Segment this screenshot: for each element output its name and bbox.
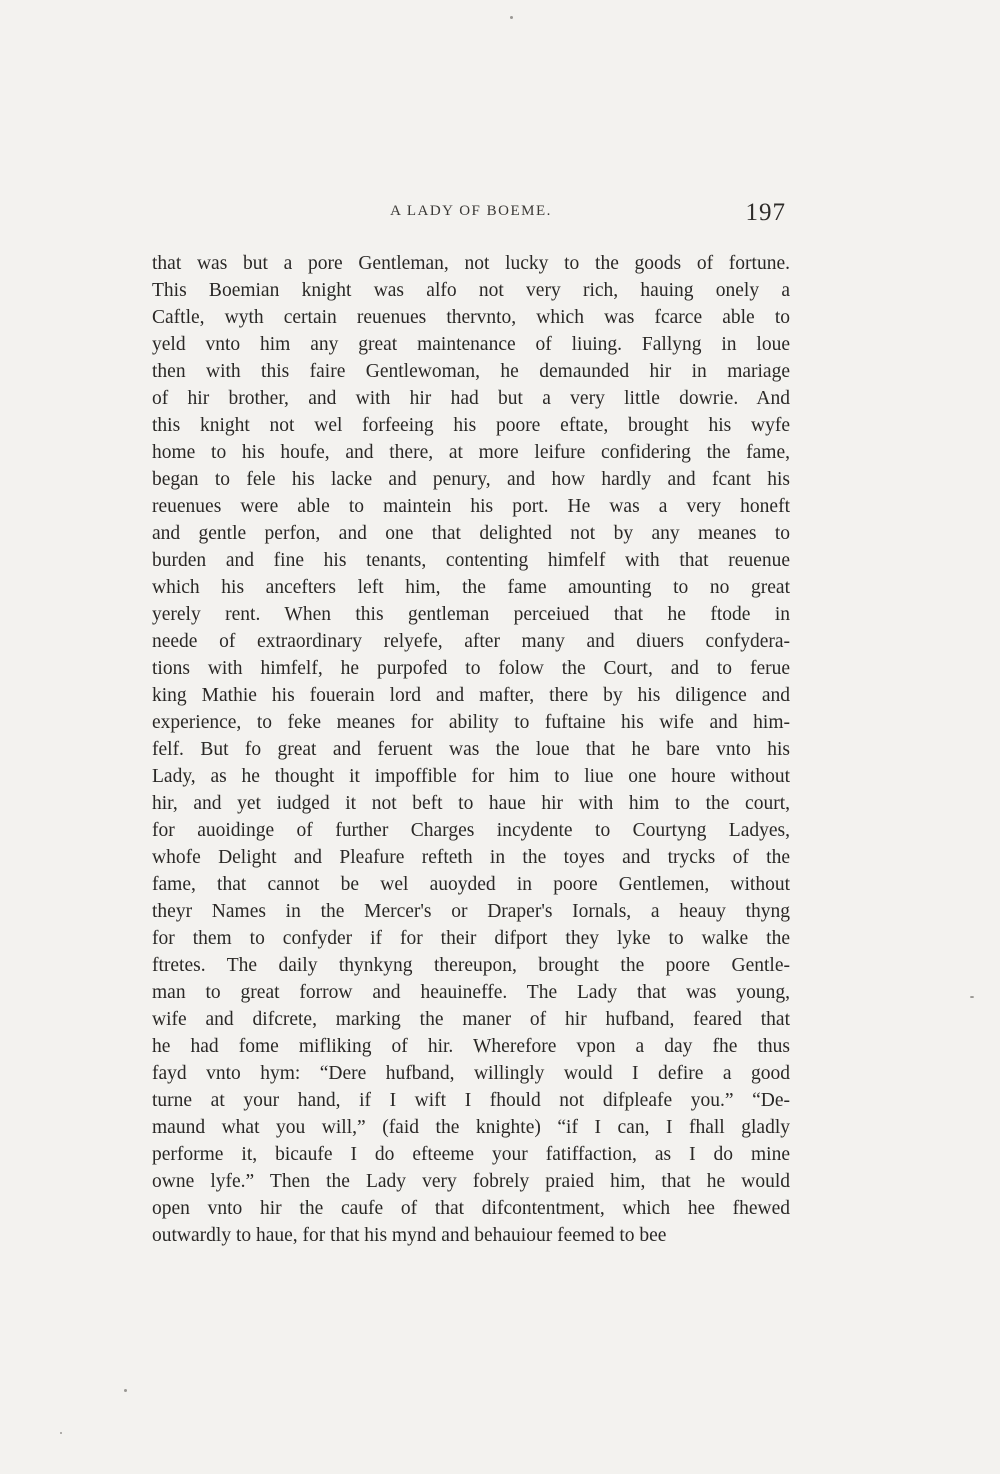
text-line: neede of extraordinary relyefe, after many and diuers confydera-: [152, 631, 790, 652]
text-line: Caftle, wyth certain reuenues thervnto, which was fcarce able to: [152, 307, 790, 328]
text-line: experience, to feke meanes for ability to fuftaine his wife and him-: [152, 712, 790, 733]
text-line: for auoidinge of further Charges incydente to Courtyng Ladyes,: [152, 820, 790, 841]
paper-speck: [510, 16, 513, 19]
page-number: 197: [745, 199, 786, 226]
text-line: king Mathie his fouerain lord and mafter, there by his diligence and: [152, 685, 790, 706]
text-line: burden and fine his tenants, contenting himfelf with that reuenue: [152, 550, 790, 571]
text-line: yerely rent. When this gentleman perceiued that he ftode in: [152, 604, 790, 625]
paper-speck: [970, 996, 974, 998]
text-line: and gentle perfon, and one that delighted not by any meanes to: [152, 523, 790, 544]
text-line: then with this faire Gentlewoman, he demaunded hir in mariage: [152, 361, 790, 382]
text-line: outwardly to haue, for that his mynd and behauiour feemed to bee: [152, 1225, 667, 1246]
text-line: fame, that cannot be wel auoyded in poore Gentlemen, without: [152, 874, 790, 895]
text-line: which his ancefters left him, the fame amounting to no great: [152, 577, 790, 598]
paper-speck: [60, 1432, 62, 1434]
text-line: he had fome mifliking of hir. Wherefore vpon a day fhe thus: [152, 1036, 790, 1057]
text-line: felf. But fo great and feruent was the loue that he bare vnto his: [152, 739, 790, 760]
paper-speck: [124, 1389, 127, 1392]
text-line: began to fele his lacke and penury, and how hardly and fcant his: [152, 469, 790, 490]
body-text: [152, 250, 790, 1249]
text-line: for them to confyder if for their difport they lyke to walke the: [152, 928, 790, 949]
text-line: open vnto hir the caufe of that difcontentment, which hee fhewed: [152, 1198, 790, 1219]
text-line: ftretes. The daily thynkyng thereupon, brought the poore Gentle-: [152, 955, 790, 976]
text-line: yeld vnto him any great maintenance of liuing. Fallyng in loue: [152, 334, 790, 355]
running-head: [152, 199, 790, 233]
text-line: tions with himfelf, he purpofed to folow the Court, and to ferue: [152, 658, 790, 679]
text-line: of hir brother, and with hir had but a very little dowrie. And: [152, 388, 790, 409]
text-line: whofe Delight and Pleafure refteth in the toyes and trycks of the: [152, 847, 790, 868]
text-line: This Boemian knight was alfo not very rich, hauing onely a: [152, 280, 790, 301]
text-line: maund what you will,” (faid the knighte) “if I can, I fhall gladly: [152, 1117, 790, 1138]
text-line: that was but a pore Gentleman, not lucky to the goods of fortune.: [152, 253, 790, 274]
text-line: home to his houfe, and there, at more leifure confidering the fame,: [152, 442, 790, 463]
text-line: performe it, bicaufe I do efteeme your fatiffaction, as I do mine: [152, 1144, 790, 1165]
text-line: hir, and yet iudged it not beft to haue hir with him to the court,: [152, 793, 790, 814]
text-line: this knight not wel forfeeing his poore eftate, brought his wyfe: [152, 415, 790, 436]
text-line: man to great forrow and heauineffe. The Lady that was young,: [152, 982, 790, 1003]
text-line: reuenues were able to maintein his port. He was a very honeft: [152, 496, 790, 517]
text-line: wife and difcrete, marking the maner of hir hufband, feared that: [152, 1009, 790, 1030]
text-line: fayd vnto hym: “Dere hufband, willingly would I defire a good: [152, 1063, 790, 1084]
text-line: Lady, as he thought it impoffible for him to liue one houre without: [152, 766, 790, 787]
running-title: A LADY OF BOEME.: [390, 203, 552, 219]
text-line: owne lyfe.” Then the Lady very fobrely praied him, that he would: [152, 1171, 790, 1192]
text-line: turne at your hand, if I wift I fhould not difpleafe you.” “De-: [152, 1090, 790, 1111]
text-line: theyr Names in the Mercer's or Draper's Iornals, a heauy thyng: [152, 901, 790, 922]
